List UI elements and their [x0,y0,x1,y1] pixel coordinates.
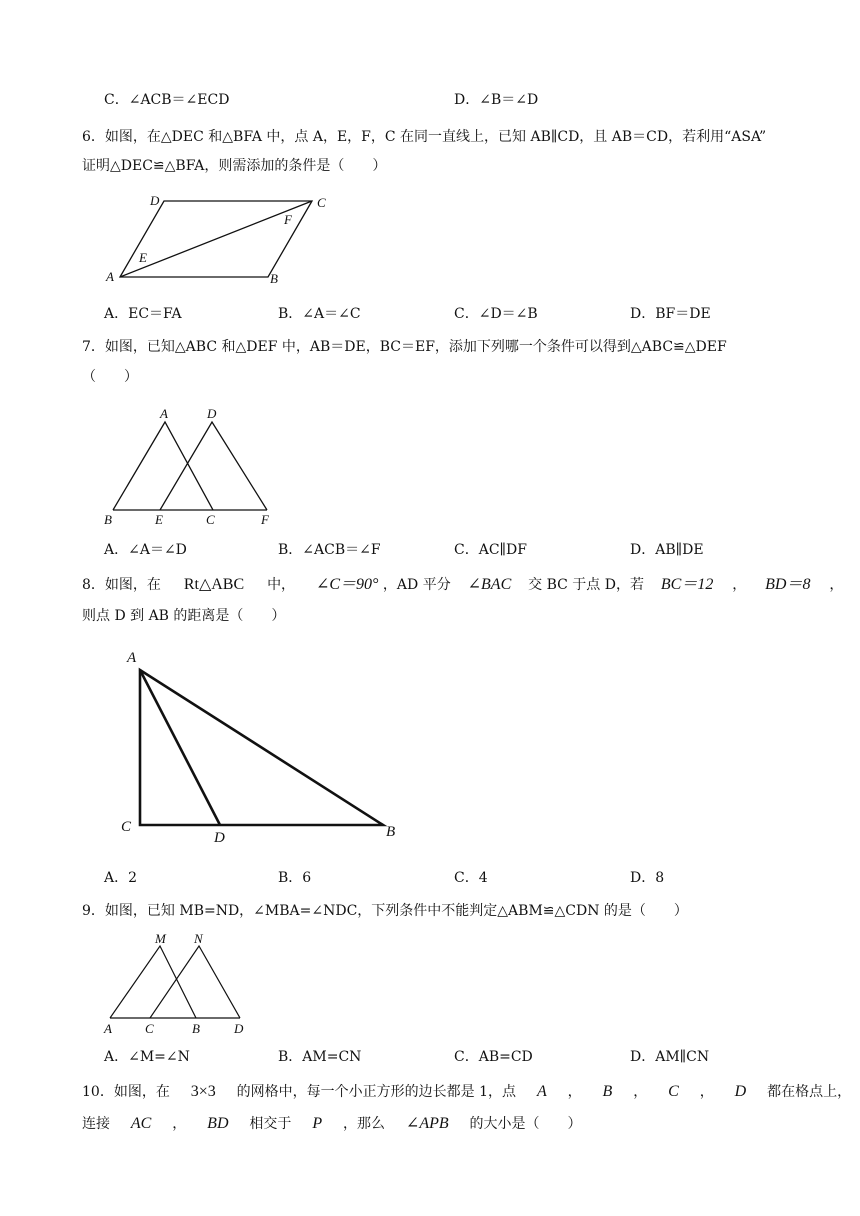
q6-diagonal-ac [120,201,312,277]
q5-option-c: C．∠ACB＝∠ECD [104,92,230,108]
q6-stem-line1: 6．如图，在△DEC 和△BFA 中，点 A，E，F，C 在同一直线上，已知 AB∥CD，且 AB＝CD，若利用“ASA” [82,129,767,145]
q10-grid-size: 3×3 [190,1083,216,1100]
q8-label-c: C [121,819,132,835]
q10-segment-ac: AC [130,1115,152,1132]
q10-point-b: B [602,1083,613,1100]
q8-text-3: ，AD 平分 [382,577,451,593]
q10-point-p: P [312,1115,323,1132]
q7-triangle-def [160,422,267,510]
q8-text-1: 8．如图，在 [82,577,161,593]
q10-sep-3: ， [699,1084,714,1100]
q9-stem: 9．如图，已知 MB=ND，∠MBA=∠NDC，下列条件中不能判定△ABM≌△CDN 的是（ ） [82,903,688,919]
q7-option-b: B．∠ACB＝∠F [278,542,381,558]
q8-text-4: 交 BC 于点 D，若 [528,577,644,593]
q9-option-d: D．AM∥CN [630,1049,710,1065]
q9-label-a: A [104,1021,112,1036]
q9-option-a: A．∠M=∠N [104,1049,190,1065]
q7-label-e: E [155,512,163,527]
q6-stem-line2: 证明△DEC≌△BFA，则需添加的条件是（ ） [82,158,387,174]
q6-parallelogram [120,201,312,277]
q8-bisector-ad [140,670,220,825]
q7-label-b: B [104,512,112,527]
q8-label-a: A [127,650,137,666]
q10-point-a: A [536,1083,547,1100]
q7-stem-line1: 7．如图，已知△ABC 和△DEF 中，AB＝DE，BC＝EF，添加下列哪一个条件可以得到△ABC≌△DEF [82,339,727,355]
q6-label-c: C [317,195,326,210]
q8-label-d: D [214,830,225,846]
q10-text-6: ，那么 [343,1116,385,1132]
q7-label-a: A [160,406,168,421]
q10-point-c: C [668,1083,679,1100]
q10-segment-bd: BD [207,1115,229,1132]
q6-option-b: B．∠A＝∠C [278,306,361,322]
q8-rt-triangle: Rt△ABC [183,576,245,593]
q10-text-2: 的网格中，每一个小正方形的边长都是 1，点 [236,1084,517,1100]
q6-option-d: D．BF＝DE [630,306,711,322]
q9-label-d: D [234,1021,244,1036]
q8-option-b: B．6 [278,870,312,886]
q8-stem-line1 [82,575,843,595]
q6-label-b: B [270,271,278,286]
q8-option-d: D．8 [630,870,665,886]
q10-stem-line1 [82,1082,851,1102]
q8-bd: BD＝8 [765,576,811,593]
q7-option-d: D．AB∥DE [630,542,704,558]
q5-option-d: D．∠B＝∠D [454,92,539,108]
q7-stem-line2: （ ） [82,369,138,385]
q6-label-f: F [284,212,292,227]
q9-option-b: B．AM=CN [278,1049,362,1065]
q8-option-a: A．2 [104,870,138,886]
q6-option-c: C．∠D＝∠B [454,306,538,322]
q7-label-f: F [261,512,269,527]
q10-text-4: 连接 [82,1116,110,1132]
q8-option-c: C．4 [454,870,488,886]
q10-text-1: 10．如图，在 [82,1084,170,1100]
q9-label-n: N [194,931,203,946]
q10-text-5: 相交于 [249,1116,292,1132]
q10-stem-line2 [82,1114,582,1134]
q10-text-3: 都在格点上， [767,1084,852,1100]
q6-option-a: A．EC＝FA [104,306,182,322]
q7-triangle-abc [113,422,213,510]
q8-text-2: 中， [267,577,296,593]
q9-option-c: C．AB=CD [454,1049,533,1065]
q6-label-d: D [150,193,160,208]
q6-label-e: E [139,250,147,265]
q7-option-a: A．∠A＝∠D [104,542,187,558]
q9-triangle-cdn [150,946,240,1018]
q8-comma-2: ， [829,577,844,593]
q10-sep-2: ， [633,1084,648,1100]
q10-text-7: 的大小是（ ） [469,1116,582,1132]
q10-angle-apb: ∠APB [405,1115,449,1132]
q10-point-d: D [734,1083,747,1100]
q9-triangle-abm [110,946,196,1018]
q8-label-b: B [386,824,396,840]
q8-bc: BC＝12 [660,576,714,593]
q8-angle-bac: ∠BAC [467,576,512,593]
q9-label-b: B [192,1021,200,1036]
q9-label-c: C [145,1021,154,1036]
q7-label-c: C [206,512,215,527]
q7-label-d: D [207,406,217,421]
q8-stem-line2: 则点 D 到 AB 的距离是（ ） [82,608,286,624]
q8-angle-c: ∠C＝90° [315,576,379,593]
q7-option-c: C．AC∥DF [454,542,527,558]
q10-sep-1: ， [567,1084,582,1100]
q9-label-m: M [155,931,166,946]
q10-sep-4: ， [172,1116,187,1132]
q6-label-a: A [106,269,114,284]
q8-comma: ， [732,577,747,593]
q8-triangle-abc [140,670,383,825]
